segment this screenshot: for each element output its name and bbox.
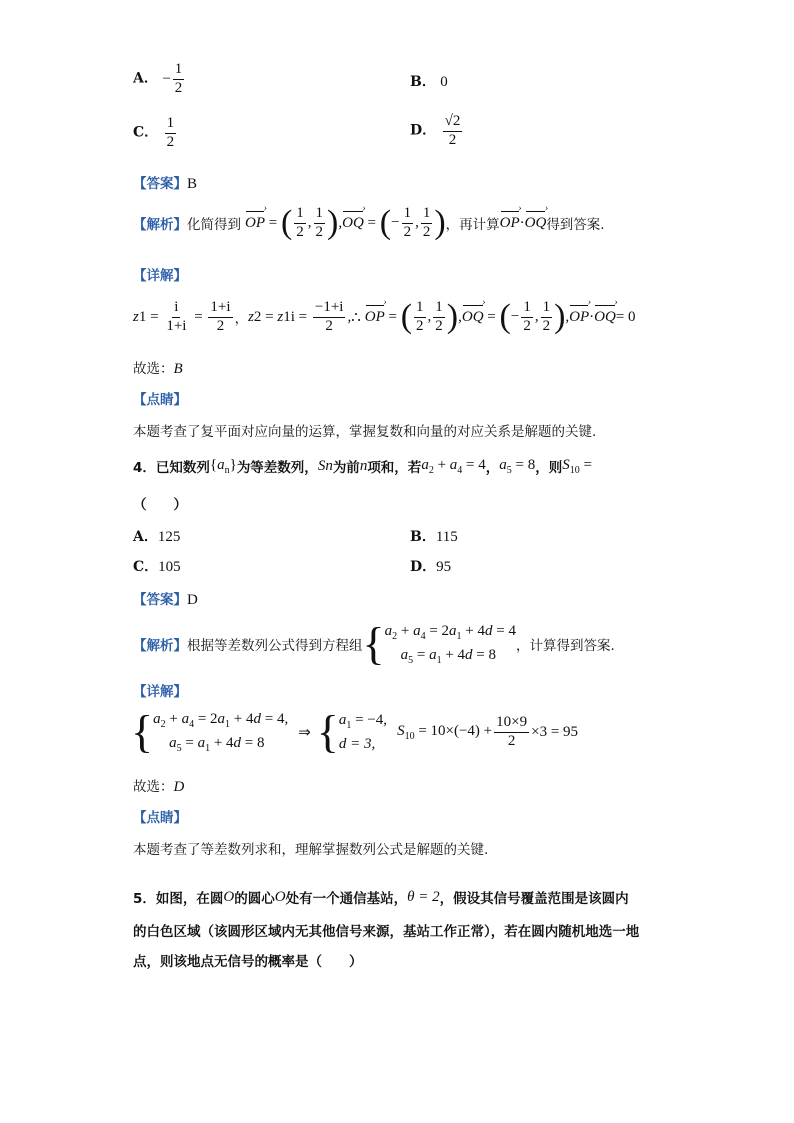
q3-choice bbox=[133, 357, 183, 378]
q4-analysis-eq1: = 4 bbox=[496, 623, 516, 639]
q4-choice-label: 故选： bbox=[133, 779, 174, 795]
q4-answer-value: D bbox=[187, 592, 198, 608]
q4-stem-part1: 4．已知数列 bbox=[133, 460, 210, 476]
q5-line2: 的白色区域（该圆形区域内无其他信号来源，基站工作正常），若在圆内随机地选一地 bbox=[133, 924, 640, 940]
q4-detail-s10: = 10×(−4) + bbox=[418, 722, 493, 739]
q4-detail-sol2: d = 3, bbox=[338, 735, 376, 752]
q3-option-c bbox=[133, 116, 178, 151]
q4-option-d-value: 95 bbox=[436, 559, 452, 575]
vector-oq-3: OQ › bbox=[462, 309, 484, 326]
q3-option-d bbox=[410, 114, 464, 149]
q4-option-d bbox=[410, 556, 451, 576]
q3-option-a-value: − $\frac{1}{2}$ bbox=[162, 61, 183, 96]
q3-comment-tag bbox=[133, 388, 187, 408]
q4-option-c-value: 105 bbox=[158, 559, 181, 575]
vector-op: OP › bbox=[245, 215, 265, 232]
z1-numerator: i bbox=[172, 300, 180, 318]
q4-stem-part4: 项和，若 bbox=[367, 460, 422, 476]
q4-detail-formula: { $a_2 + a_4 = 2a_1 + 4d = 4$, $a_5 = a_1 + 4d = 8$ ⇒ { $a_1 = -4$, d = 3, $S_{10} = 10\times(-4)$ + $\frac{10\times 9}{2}$ ×3 = 95 bbox=[131, 706, 579, 757]
vector-op-2: OP › bbox=[500, 215, 520, 232]
q3-analysis-text-middle: ，再计算 bbox=[445, 217, 500, 234]
z1-simplified-num: 1+i bbox=[208, 300, 232, 318]
q4-cond1: = 4 bbox=[466, 456, 486, 473]
q4-answer bbox=[133, 588, 198, 609]
z1-denominator: 1+i bbox=[166, 317, 187, 334]
q3-answer-value: B bbox=[187, 176, 198, 192]
q3-answer bbox=[133, 172, 197, 193]
q4-analysis-tag: 【解析】 bbox=[133, 638, 187, 654]
q4-option-b-value: 115 bbox=[435, 529, 458, 545]
z2-numerator: −1+i bbox=[313, 300, 346, 318]
q3-comment: 本题考查了复平面对应向量的运算，掌握复数和向量的对应关系是解题的关键. bbox=[133, 424, 597, 440]
q3-option-d-value: $\frac{√2}{2}$ bbox=[444, 113, 461, 148]
q3-option-b bbox=[410, 71, 448, 91]
q4-comment-tag bbox=[133, 806, 187, 826]
q4-detail-tag bbox=[133, 680, 187, 700]
q3-detail-tag-text: 【详解】 bbox=[133, 268, 187, 284]
q3-option-c-label: C． bbox=[133, 124, 159, 141]
q4-stem-part2: 为等差数列， bbox=[236, 460, 318, 476]
q4-stem-part6: ，则 bbox=[535, 460, 563, 476]
vector-oq-4: OQ › bbox=[594, 309, 616, 326]
q3-analysis: 【解析】 化简得到 OP › = ( $\frac{1}{2}$ , $\frac{1}{2}$ ) , OQ › = ( − $\frac{1}{2}$ , $\frac{1}{2}$ ) ，再计算 OP › · OQ › 得到答案. bbox=[133, 206, 605, 241]
vector-op-4: OP › bbox=[569, 309, 589, 326]
q4-stem-part3: 为前 bbox=[332, 460, 360, 476]
q4-option-c-label: C． bbox=[133, 559, 159, 575]
q4-analysis: 【解析】 根据等差数列公式得到方程组 { $a_2 + a_4 = 2a_1 + 4d = 4$ $a_5 = a_1 + 4d = 8$ ，计算得到答案. bbox=[133, 618, 615, 669]
z1-symbol: z bbox=[133, 308, 139, 325]
q4-comment-tag-text: 【点睛】 bbox=[133, 810, 187, 826]
dot-product-result: = 0 bbox=[615, 308, 636, 325]
q3-option-b-label: B． bbox=[410, 74, 436, 90]
q3-detail-tag bbox=[133, 264, 187, 284]
q4-detail-tag-text: 【详解】 bbox=[133, 684, 187, 700]
q4-option-b-label: B． bbox=[410, 529, 436, 545]
separator: ， bbox=[234, 311, 249, 328]
q3-option-d-label: D． bbox=[410, 122, 437, 139]
q5-center-o: O bbox=[274, 888, 286, 905]
q5-line3: 点，则该地点无信号的概率是（ ） bbox=[133, 954, 363, 970]
q3-option-b-value: 0 bbox=[440, 74, 448, 90]
q4-detail-frac-den: 2 bbox=[507, 732, 516, 749]
q5-line1-d: ，假设其信号覆盖范围是该圆内 bbox=[439, 891, 629, 907]
q3-analysis-text-before: 化简得到 bbox=[187, 217, 241, 234]
q4-analysis-eq2: = 8 bbox=[476, 647, 496, 663]
therefore-symbol: ∴ bbox=[351, 309, 361, 326]
q5-line1 bbox=[133, 887, 629, 907]
q3-choice-value: B bbox=[173, 361, 183, 377]
q4-option-a-value: 125 bbox=[157, 529, 181, 545]
q3-option-a bbox=[133, 62, 186, 97]
q4-option-c bbox=[133, 556, 181, 576]
q4-option-d-label: D． bbox=[410, 559, 437, 575]
q4-n: n bbox=[359, 457, 368, 474]
implies-arrow: ⇒ bbox=[298, 724, 311, 741]
q4-option-a-label: A． bbox=[133, 529, 158, 545]
q3-option-a-label: A． bbox=[133, 70, 158, 87]
q3-comment-tag-text: 【点睛】 bbox=[133, 392, 187, 408]
q4-sn: S bbox=[317, 457, 326, 474]
q4-detail-eq2: = 8 bbox=[244, 735, 265, 751]
q4-blank: （ ） bbox=[133, 497, 187, 513]
q4-s10-eq: = bbox=[583, 456, 592, 473]
q3-answer-tag: 【答案】 bbox=[133, 176, 187, 192]
z2-denominator: 2 bbox=[325, 317, 333, 334]
q4-detail-frac-num: 10×9 bbox=[494, 715, 529, 733]
z1-simplified-den: 2 bbox=[216, 317, 225, 334]
q4-comment: 本题考查了等差数列求和，理解掌握数列公式是解题的关键. bbox=[133, 842, 489, 858]
vector-oq-2: OQ › bbox=[525, 215, 547, 232]
q5-line1-a: 5．如图，在圆 bbox=[133, 891, 224, 907]
q3-detail-formula: z 1 = $\frac{i}{1+i}$ = $\frac{1+i}{2}$ ， z 2 = z 1 i = $\frac{-1+i}{2}$ , ∴ OP › = ( $\frac{1}{2}$ , $\frac{1}{2}$ ) , OQ › = ( − $\frac{1}{2}$ , $\frac{1}{2}$ ) , OP › · OQ › = 0 bbox=[133, 300, 636, 335]
q4-cond2: = 8 bbox=[515, 456, 536, 473]
q4-detail-sol1: = −4, bbox=[355, 711, 388, 728]
q4-stem: 4．已知数列 $\{a_n\}$ 为等差数列， S n 为前 n 项和，若 $a_2 + a_4 = 4$ ， $a_5 = 8$ ，则 $S_{10}$ = bbox=[133, 456, 592, 476]
q5-line1-b: 的圆心 bbox=[234, 891, 275, 907]
q3-analysis-tag: 【解析】 bbox=[133, 217, 187, 234]
q4-option-b bbox=[410, 526, 458, 546]
q4-choice bbox=[133, 775, 184, 796]
q4-option-a bbox=[133, 526, 180, 546]
vector-op-3: OP › bbox=[365, 309, 385, 326]
q4-stem-part5: ， bbox=[485, 460, 500, 476]
q5-theta: θ = 2 bbox=[407, 888, 440, 905]
q4-detail-eq1: = 4, bbox=[264, 711, 289, 727]
q4-detail-result: ×3 = 95 bbox=[531, 723, 579, 740]
q5-circle-o: O bbox=[223, 888, 235, 905]
q4-an: a bbox=[217, 456, 225, 473]
q3-choice-label: 故选： bbox=[133, 361, 174, 377]
q4-choice-value: D bbox=[173, 779, 185, 795]
q4-analysis-system: $a_2 + a_4 = 2a_1 + 4d = 4$ $a_5 = a_1 + 4d = 8$ bbox=[384, 623, 516, 666]
vector-oq: OQ › bbox=[342, 215, 364, 232]
q4-answer-tag: 【答案】 bbox=[133, 592, 187, 608]
q4-analysis-text-before: 根据等差数列公式得到方程组 bbox=[187, 638, 363, 654]
q4-analysis-text-after: ，计算得到答案. bbox=[515, 638, 615, 654]
z2-symbol: z bbox=[248, 308, 254, 325]
q3-option-c-value: $\frac{1}{2}$ bbox=[166, 115, 175, 150]
q5-line1-c: 处有一个通信基站， bbox=[285, 891, 408, 907]
dot-operator: · bbox=[519, 214, 525, 231]
q3-analysis-text-after: 得到答案. bbox=[546, 217, 605, 234]
